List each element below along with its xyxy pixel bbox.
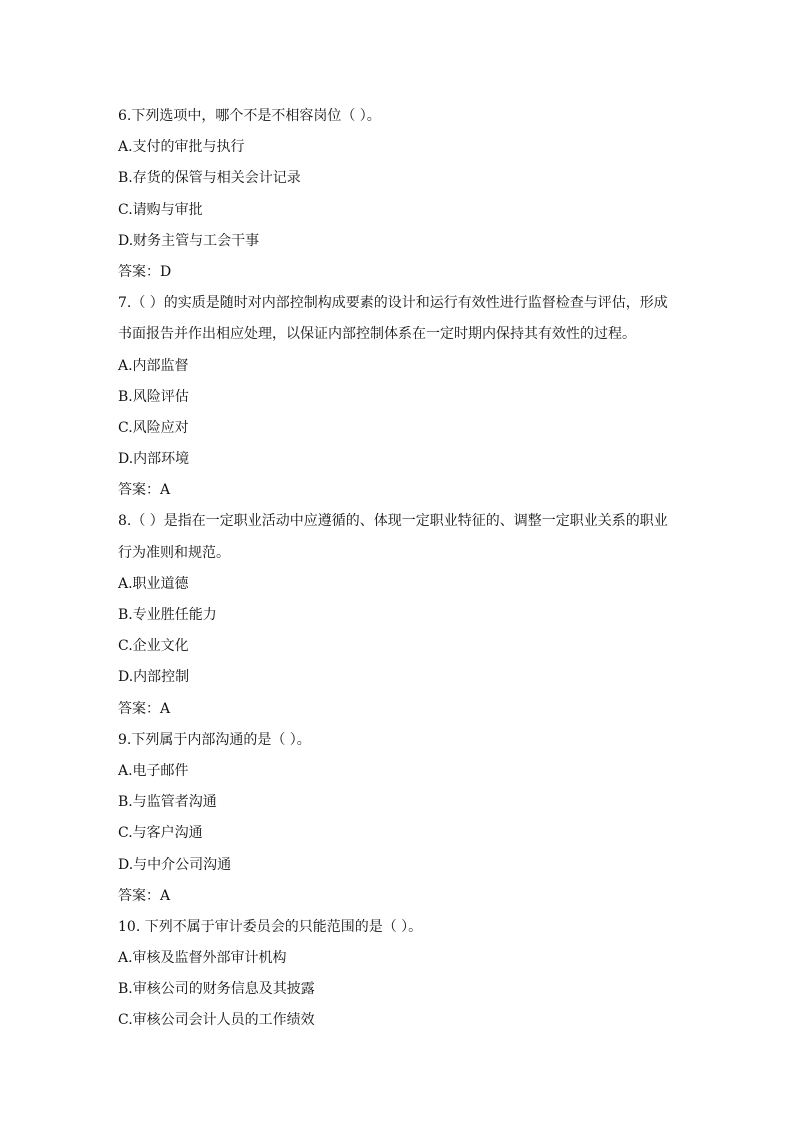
option-b: B.风险评估 — [118, 388, 189, 405]
answer: 答案：D — [118, 263, 172, 280]
question-stem: 9.下列属于内部沟通的是（ ）。 — [118, 731, 311, 748]
option-a: A.职业道德 — [118, 575, 189, 592]
option-d: D.内部控制 — [118, 669, 190, 686]
option-c: C.审核公司会计人员的工作绩效 — [118, 1012, 315, 1029]
option-c: C.请购与审批 — [118, 201, 203, 218]
question-stem: 7.（ ）的实质是随时对内部控制构成要素的设计和运行有效性进行监督检查与评估，形成 — [118, 295, 668, 312]
question-8 — [118, 506, 678, 724]
option-d: D.与中介公司沟通 — [118, 856, 232, 873]
option-a: A.内部监督 — [118, 357, 189, 374]
option-a: A.电子邮件 — [118, 762, 189, 779]
question-list — [118, 101, 678, 1037]
question-10 — [118, 912, 678, 1037]
answer: 答案：A — [118, 482, 171, 499]
question-9 — [118, 725, 678, 912]
question-stem: 6.下列选项中，哪个不是不相容岗位（ ）。 — [118, 108, 381, 124]
option-a: A.审核及监督外部审计机构 — [118, 950, 287, 967]
option-c: C.企业文化 — [118, 638, 189, 655]
option-d: D.内部环境 — [118, 451, 190, 468]
question-7 — [118, 288, 678, 506]
answer: 答案：A — [118, 700, 171, 717]
option-a: A.支付的审批与执行 — [118, 139, 245, 156]
option-c: C.与客户沟通 — [118, 825, 203, 842]
option-b: B.审核公司的财务信息及其披露 — [118, 981, 315, 998]
question-stem-continued: 书面报告并作出相应处理，以保证内部控制体系在一定时期内保持其有效性的过程。 — [118, 326, 636, 343]
option-b: B.专业胜任能力 — [118, 607, 217, 623]
question-6 — [118, 101, 678, 288]
option-c: C.风险应对 — [118, 419, 189, 436]
option-d: D.财务主管与工会干事 — [118, 232, 260, 249]
question-stem-continued: 行为准则和规范。 — [118, 544, 230, 561]
question-stem: 8.（ ）是指在一定职业活动中应遵循的、体现一定职业特征的、调整一定职业关系的职业 — [118, 513, 668, 530]
question-stem: 10. 下列不属于审计委员会的只能范围的是（ ）。 — [118, 918, 423, 935]
option-b: B.与监管者沟通 — [118, 794, 217, 811]
option-b: B.存货的保管与相关会计记录 — [118, 170, 301, 187]
answer: 答案：A — [118, 887, 171, 904]
